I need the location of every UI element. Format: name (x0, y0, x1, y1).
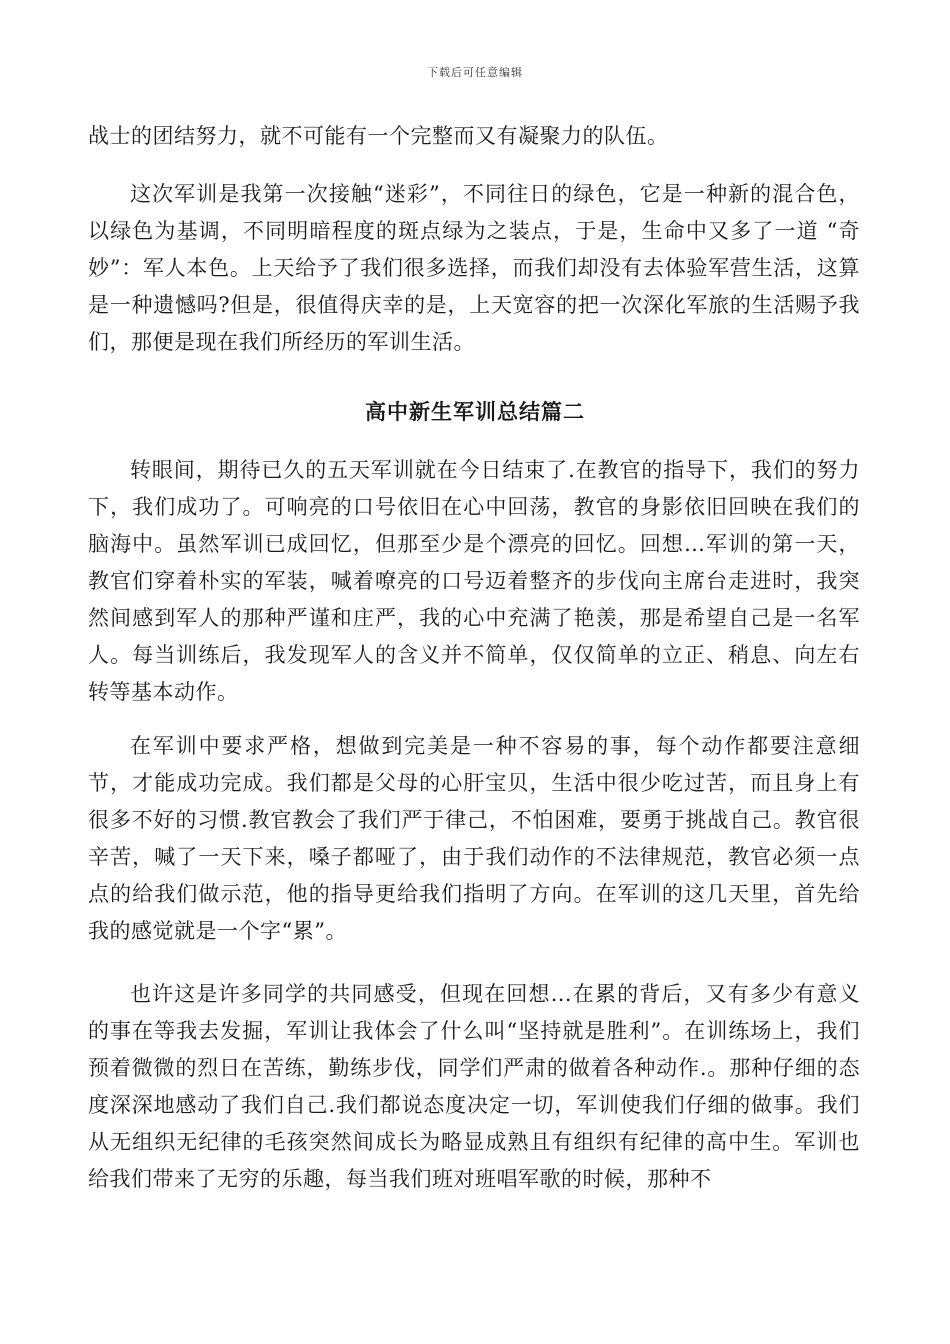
paragraph-1: 这次军训是我第一次接触“迷彩”，不同往日的绿色，它是一种新的混合色，以绿色为基调，不同明暗程度的斑点绿为之装点，于是，生命中又多了一道 “奇妙”：军人本色。上天给予了我们很多选择，而我们却没有去体验军营生活，这算是一种遗憾吗?但是，很值得庆幸的是，上天宽容的把一次深化军旅的生活赐予我们，那便是现在我们所经历的军训生活。 (88, 182, 860, 354)
paragraph-block-2 (88, 452, 860, 711)
paragraph-0: 战士的团结努力，就不可能有一个完整而又有凝聚力的队伍。 (88, 124, 669, 148)
paragraph-4: 也许这是许多同学的共同感受，但现在回想…在累的背后，又有多少有意义的事在等我去发掘，军训让我体会了什么叫“坚持就是胜利”。在训练场上，我们预着微微的烈日在苦练，勤练步伐，同学们严肃的做着各种动作.。那种仔细的态度深深地感动了我们自己.我们都说态度决定一切，军训使我们仔细的做事。我们从无组织无纪律的毛孩突然间成长为略显成熟且有组织有纪律的高中生。军训也给我们带来了无穷的乐趣，每当我们班对班唱军歌的时候，那种不 (88, 982, 860, 1191)
paragraph-block-1 (88, 176, 860, 361)
paragraph-3: 在军训中要求严格，想做到完美是一种不容易的事，每个动作都要注意细节，才能成功完成。我们都是父母的心肝宝贝，生活中很少吃过苦，而且身上有很多不好的习惯.教官教会了我们严于律己，不怕困难，要勇于挑战自己。教官很辛苦，喊了一天下来，嗓子都哑了，由于我们动作的不法律规范，教官必须一点点的给我们做示范，他的指导更给我们指明了方向。在军训的这几天里，首先给我的感觉就是一个字“累”。 (88, 734, 860, 943)
page-header: 下载后可任意编辑 (427, 66, 523, 79)
section-heading: 高中新生军训总结篇二 (365, 399, 585, 424)
paragraph-block-4 (88, 976, 860, 1198)
paragraph-2: 转眼间，期待已久的五天军训就在今日结束了.在教官的指导下，我们的努力下，我们成功了。可响亮的口号依旧在心中回荡，教官的身影依旧回映在我们的脑海中。虽然军训已成回忆，但那至少是个漂亮的回忆。回想…军训的第一天，教官们穿着朴实的军装，喊着嘹亮的口号迈着整齐的步伐向主席台走进时，我突然间感到军人的那种严谨和庄严，我的心中充满了艳羡，那是希望自己是一名军人。每当训练后，我发现军人的含义并不简单，仅仅简单的立正、稍息、向左右转等基本动作。 (88, 458, 860, 704)
paragraph-continuation (88, 118, 860, 155)
paragraph-block-3 (88, 728, 860, 950)
